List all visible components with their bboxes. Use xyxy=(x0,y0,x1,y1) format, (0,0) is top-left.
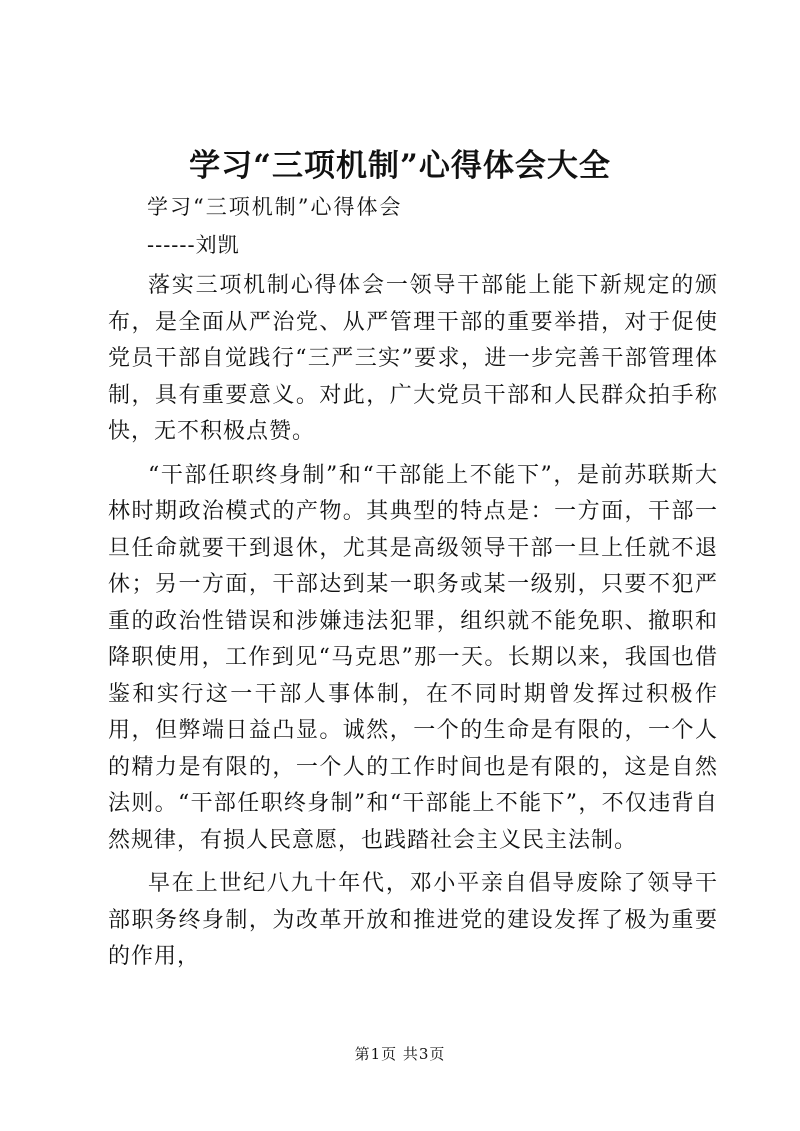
page-footer: 第1页 共3页 xyxy=(354,1045,446,1063)
document-title: 学习“三项机制”心得体会大全 xyxy=(189,148,611,184)
document-body xyxy=(108,268,718,983)
author-line: ------刘凯 xyxy=(147,233,240,257)
paragraph-2: “干部任职终身制”和“干部能上不能下”，是前苏联斯大林时期政治模式的产物。其典型的特点是：一方面，干部一旦任命就要干到退休，尤其是高级领导干部一旦上任就不退休；另一方面，干部达到某一职务或某一级别，只要不犯严重的政治性错误和涉嫌违法犯罪，组织就不能免职、撤职和降职使用，工作到见“马克思”那一天。长期以来，我国也借鉴和实行这一干部人事体制，在不同时期曾发挥过积极作用，但弊端日益凸显。诚然，一个的生命是有限的，一个人的精力是有限的，一个人的工作时间也是有限的，这是自然法则。“干部任职终身制”和“干部能上不能下”，不仅违背自然规律，有损人民意愿，也践踏社会主义民主法制。 xyxy=(108,462,718,853)
paragraph-1: 落实三项机制心得体会一领导干部能上能下新规定的颁布，是全面从严治党、从严管理干部的重要举措，对于促使党员干部自觉践行“三严三实”要求，进一步完善干部管理体制，具有重要意义。对此，广大党员干部和人民群众拍手称快，无不积极点赞。 xyxy=(108,273,718,444)
document-subtitle: 学习“三项机制”心得体会 xyxy=(147,195,403,219)
paragraph-3: 早在上世纪八九十年代，邓小平亲自倡导废除了领导干部职务终身制，为改革开放和推进党的建设发挥了极为重要的作用， xyxy=(108,871,718,969)
